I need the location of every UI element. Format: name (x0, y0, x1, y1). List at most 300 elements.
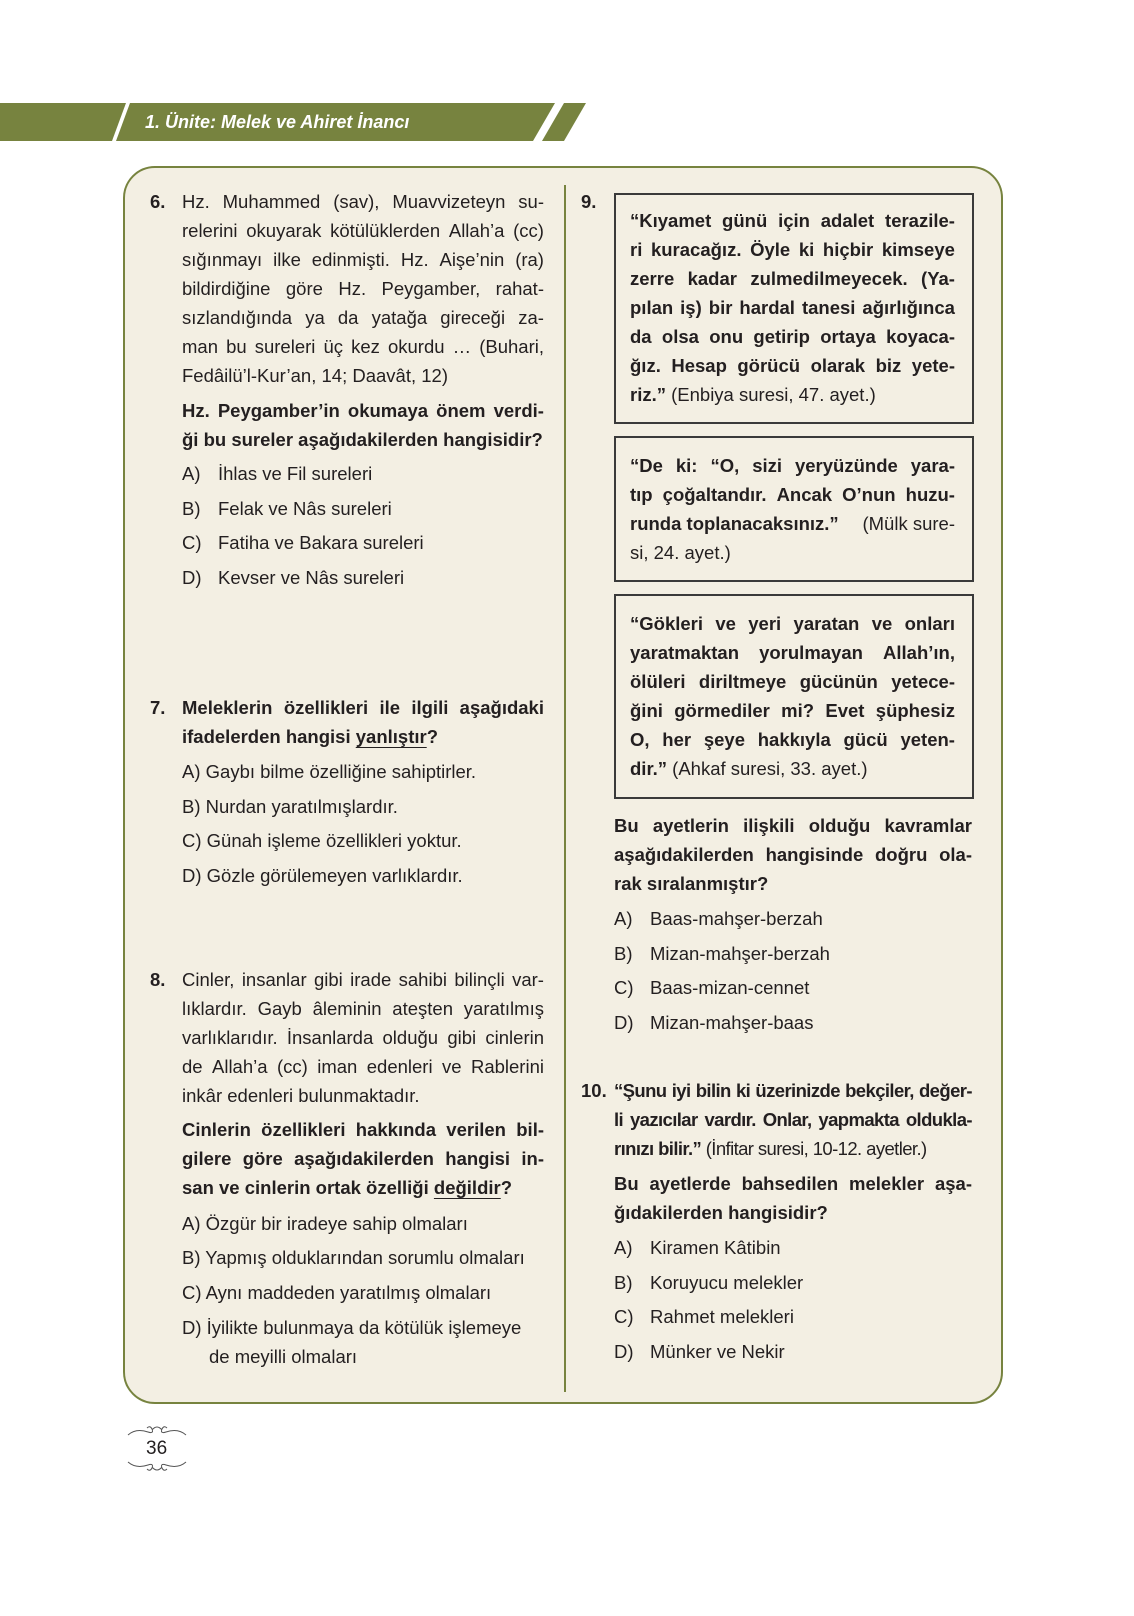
question-10-text (614, 1076, 972, 1163)
text-word: ve (442, 1056, 462, 1077)
text-word: görmediler (674, 700, 770, 721)
option-letter: A) (182, 463, 201, 484)
text-line (182, 1081, 544, 1110)
text-line (630, 538, 955, 567)
text-segment: (Mülk sure- (857, 513, 955, 534)
verse-1-text (630, 206, 955, 409)
text-word: kuracağız. (650, 239, 742, 260)
text-word: Gayb (257, 998, 302, 1019)
text-word: Bu (614, 1173, 639, 1194)
option-a[interactable]: A) Gaybı bilme özelliğine sahiptirler. (182, 761, 477, 782)
text-word: relerini (182, 220, 238, 241)
text-segment: rak sıralanmıştır? (614, 873, 769, 894)
option-d[interactable] (614, 1008, 813, 1037)
text-word: gücü (843, 729, 888, 750)
text-word: bil- (516, 1119, 544, 1140)
text-word: zulmedilmeyecek. (750, 268, 908, 289)
option-letter: D) (614, 1341, 634, 1362)
text-word: sahibi (398, 969, 447, 990)
option-letter: A) (614, 908, 633, 929)
text-line (182, 693, 544, 722)
text-word: yazıcılar (629, 1109, 698, 1130)
text-word: yorulmayan (759, 642, 863, 663)
text-word: vardır. (704, 1109, 756, 1130)
text-line (630, 380, 955, 409)
text-word: bilinçli (454, 969, 505, 990)
option-text-continuation: de meyilli olmaları (209, 1346, 358, 1367)
text-word: Muhammed (222, 191, 321, 212)
option-letter: C) (182, 532, 202, 553)
text-word: koyaca- (886, 326, 955, 347)
text-word: hangisi (445, 1148, 511, 1169)
text-word: sizi (752, 455, 783, 476)
text-word: lıklardır. (182, 998, 247, 1019)
text-word: … (452, 336, 472, 357)
text-word: terazile- (885, 210, 955, 231)
text-segment: (İnfitar suresi, 10-12. ayetler.) (701, 1138, 927, 1159)
option-c[interactable]: C) Günah işleme özellikleri yoktur. (182, 830, 462, 851)
text-line (630, 206, 955, 235)
option-c[interactable] (614, 1302, 794, 1331)
text-word: li (614, 1109, 624, 1130)
text-word: şeye (703, 729, 745, 750)
text-word: sızlandığında (182, 307, 293, 328)
text-word: huzu- (905, 484, 955, 505)
text-word: var- (512, 969, 544, 990)
option-b[interactable] (182, 494, 392, 523)
text-line (614, 1105, 972, 1134)
question-6-text (182, 187, 544, 390)
text-word: yatağa (371, 307, 428, 328)
text-word: ya (305, 307, 325, 328)
text-word: verilen (446, 1119, 506, 1140)
text-word: za- (518, 307, 544, 328)
text-word: sığınmayı (182, 249, 263, 270)
text-line (182, 303, 544, 332)
text-word: ayetlerde (649, 1173, 731, 1194)
text-word: bir (708, 297, 733, 318)
option-text: Mizan-mahşer-baas (650, 1012, 814, 1033)
text-word: “De (630, 455, 663, 476)
text-segment: ğıdakilerden hangisidir? (614, 1202, 828, 1223)
text-line (614, 1169, 972, 1198)
text-word: ayetlerin (652, 815, 729, 836)
question-8-text (182, 965, 544, 1110)
option-text: D) İyilikte bulunmaya da kötülük işlemeye (182, 1317, 522, 1338)
text-word: ki: (675, 455, 698, 476)
text-segment: ? (426, 726, 439, 747)
text-line (614, 811, 972, 840)
text-line (182, 425, 544, 454)
option-b[interactable] (614, 939, 830, 968)
option-a[interactable]: A) Özgür bir iradeye sahip olmaları (182, 1213, 468, 1234)
text-line (182, 361, 544, 390)
text-word: oldukla- (905, 1109, 972, 1130)
text-word: bahsedilen (741, 1173, 839, 1194)
text-word: ortaya (820, 326, 876, 347)
question-number: 10. (581, 1080, 607, 1101)
option-letter: B) (614, 943, 633, 964)
option-letter: B) (614, 1272, 633, 1293)
text-word: hiçbir (822, 239, 874, 260)
text-word: Hz. (182, 191, 210, 212)
text-word: gireceği (440, 307, 506, 328)
text-line (182, 245, 544, 274)
text-word: bekçiler, (845, 1080, 914, 1101)
text-word: ki (735, 1080, 751, 1101)
text-line (630, 725, 955, 754)
text-word: Cinlerin (182, 1119, 251, 1140)
question-7-prompt (182, 693, 544, 751)
text-word: olduğu (382, 1027, 439, 1048)
text-line (630, 696, 955, 725)
text-line (182, 187, 544, 216)
verse-3-text (630, 609, 955, 783)
text-word: ve (871, 613, 893, 634)
text-word: rahat- (495, 278, 544, 299)
text-segment: san ve cinlerin ortak özelliği (182, 1177, 434, 1198)
text-word: irade (350, 969, 392, 990)
option-text: Kiramen Kâtibin (650, 1237, 781, 1258)
text-word: Peygamber’in (217, 400, 340, 421)
text-word: man (182, 336, 218, 357)
text-line (630, 293, 955, 322)
text-word: da (630, 326, 652, 347)
text-word: onları (904, 613, 955, 634)
ornament-top-icon (126, 1424, 188, 1438)
text-word: “Gökleri (630, 613, 703, 634)
text-word: İnsanlarda (286, 1027, 374, 1048)
text-word: Onlar, (762, 1109, 812, 1130)
text-line (182, 274, 544, 303)
text-word: âleminin (312, 998, 382, 1019)
text-word: kez (351, 336, 380, 357)
text-word: gücünün (799, 671, 878, 692)
text-segment: ği bu sureler aşağıdakilerden hangisidir? (182, 429, 543, 450)
text-line (614, 1076, 972, 1105)
text-word: da (337, 307, 359, 328)
text-word: olarak (810, 355, 866, 376)
column-divider (564, 185, 566, 1392)
text-word: gibi (447, 1027, 477, 1048)
text-word: (ra) (515, 249, 544, 270)
text-word: “Kıyamet (630, 210, 712, 231)
text-word: okurdu (387, 336, 445, 357)
text-word: edinmişti. (311, 249, 390, 270)
question-number: 9. (581, 191, 597, 212)
text-segment: Fedâilü’l-Kur’an, 14; Daavât, 12) (182, 365, 448, 386)
text-word: bilin (695, 1080, 731, 1101)
option-d[interactable]: D) Gözle görülemeyen varlıklardır. (182, 865, 463, 886)
option-letter: C) (614, 1306, 634, 1327)
text-word: O’nun (842, 484, 896, 505)
text-word: bu (226, 336, 247, 357)
text-line (614, 1134, 972, 1163)
text-word: yara- (910, 455, 955, 476)
text-word: okuyarak (246, 220, 322, 241)
text-word: O, (630, 729, 650, 750)
text-word: sureleri (254, 336, 316, 357)
option-text: İhlas ve Fil sureleri (218, 463, 373, 484)
text-line (630, 509, 955, 538)
text-word: iman (317, 1056, 358, 1077)
text-word: her (662, 729, 692, 750)
option-c[interactable] (614, 973, 809, 1002)
text-word: pılan (630, 297, 674, 318)
option-d[interactable] (614, 1337, 785, 1366)
text-word: yete- (911, 355, 955, 376)
text-word: gilere (182, 1148, 232, 1169)
question-10-prompt (614, 1169, 972, 1227)
option-c[interactable] (182, 528, 424, 557)
text-word: yaratılmış (463, 998, 544, 1019)
option-b[interactable]: B) Nurdan yaratılmışlardır. (182, 796, 398, 817)
text-word: Allah’a (448, 220, 505, 241)
text-word: hakkında (355, 1119, 436, 1140)
text-word: ilişkili (743, 815, 795, 836)
text-word: aşa- (934, 1173, 972, 1194)
text-line (630, 451, 955, 480)
text-word: adalet (820, 210, 875, 231)
option-text: Mizan-mahşer-berzah (650, 943, 830, 964)
text-word: (cc) (276, 1056, 308, 1077)
text-line (630, 609, 955, 638)
text-word: yetece- (891, 671, 955, 692)
text-word: Ancak (776, 484, 833, 505)
question-number: 7. (150, 697, 166, 718)
option-text: Rahmet melekleri (650, 1306, 794, 1327)
text-word: hangisinde (765, 844, 864, 865)
text-word: su- (518, 191, 544, 212)
question-number: 6. (150, 191, 166, 212)
text-word: verdi- (493, 400, 544, 421)
text-word: in- (521, 1148, 544, 1169)
text-word: değer- (918, 1080, 972, 1101)
text-word: kavramlar (884, 815, 972, 836)
text-word: görücü (737, 355, 801, 376)
text-word: göre (242, 1148, 283, 1169)
option-a[interactable] (182, 459, 372, 488)
text-word: olduğu (808, 815, 871, 836)
option-letter: A) (614, 1237, 633, 1258)
text-word: edenleri (366, 1056, 433, 1077)
text-word: iyi (671, 1080, 691, 1101)
text-line (182, 1052, 544, 1081)
question-6-prompt (182, 396, 544, 454)
text-word: yaratmaktan (630, 642, 740, 663)
option-text: Koruyucu melekler (650, 1272, 804, 1293)
text-word: yeten- (900, 729, 955, 750)
text-segment: ? (500, 1177, 513, 1198)
text-segment: riz.” (630, 384, 666, 405)
text-line (630, 235, 955, 264)
text-word: ağırlığınca (862, 297, 955, 318)
text-word: onu (709, 326, 744, 347)
text-word: Meleklerin (182, 697, 273, 718)
text-line (182, 216, 544, 245)
text-word: Peygamber, (381, 278, 481, 299)
text-word: ğız. (630, 355, 661, 376)
option-b[interactable] (614, 1268, 803, 1297)
question-number: 8. (150, 969, 166, 990)
text-word: cinlerin (485, 1027, 544, 1048)
text-word: Öyle (750, 239, 791, 260)
text-word: kimseye (881, 239, 955, 260)
text-word: ilgili (411, 697, 449, 718)
text-word: Rablerini (470, 1056, 544, 1077)
text-word: ateşten (392, 998, 453, 1019)
text-line (630, 754, 955, 783)
text-word: göre (285, 278, 323, 299)
text-segment: (Enbiya suresi, 47. ayet.) (665, 384, 876, 405)
text-line (630, 638, 955, 667)
text-word: Evet (825, 700, 865, 721)
text-word: ile (379, 697, 401, 718)
verse-2-text (630, 451, 955, 567)
underlined-keyword: değildir (433, 1177, 501, 1198)
text-word: ve (715, 613, 736, 634)
text-word: insanlar (241, 969, 307, 990)
text-word: Hz. (338, 278, 367, 299)
text-word: Allah’a (212, 1056, 268, 1077)
underlined-keyword: yanlıştır (355, 726, 427, 747)
text-word: yaratan (793, 613, 860, 634)
text-word: aşağıdaki (459, 697, 544, 718)
text-word: özellikleri (283, 697, 369, 718)
text-word: aşağıdakilerden (614, 844, 754, 865)
text-word: ri (630, 239, 643, 260)
text-segment: si, 24. ayet.) (630, 542, 731, 563)
question-9-prompt (614, 811, 972, 898)
text-word: önem (436, 400, 486, 421)
text-line (182, 965, 544, 994)
text-segment: inkâr edenleri bulunmaktadır. (182, 1085, 420, 1106)
text-word: (Ya- (921, 268, 955, 289)
text-line (182, 332, 544, 361)
text-word: biz (875, 355, 902, 376)
text-word: kadar (687, 268, 737, 289)
text-word: okumaya (347, 400, 429, 421)
text-word: yeryüzünde (794, 455, 898, 476)
text-word: ölüleri (630, 671, 686, 692)
text-line (182, 1023, 544, 1052)
unit-title: 1. Ünite: Melek ve Ahiret İnancı (145, 112, 410, 132)
text-word: aşağıdakilerden (294, 1148, 434, 1169)
text-word: bildirdiğine (182, 278, 271, 299)
text-word: (sav), (333, 191, 380, 212)
option-text: Fatiha ve Bakara sureleri (218, 532, 424, 553)
option-text: Münker ve Nekir (650, 1341, 785, 1362)
question-8-prompt (182, 1115, 544, 1202)
text-line (182, 1173, 544, 1202)
text-segment: dir.” (630, 758, 668, 779)
text-line (182, 396, 544, 425)
text-word: “O, (710, 455, 740, 476)
text-word: melekler (849, 1173, 925, 1194)
text-line (630, 480, 955, 509)
text-line (614, 840, 972, 869)
text-line (182, 1115, 544, 1144)
text-word: (cc) (513, 220, 544, 241)
text-segment: runda toplanacaksınız.” (630, 513, 839, 534)
text-word: Allah’ın, (883, 642, 955, 663)
text-word: Bu (614, 815, 639, 836)
text-word: doğru (874, 844, 928, 865)
text-word: de (182, 1056, 203, 1077)
text-segment: ifadelerden hangisi (182, 726, 356, 747)
text-word: tıp (630, 484, 653, 505)
text-word: (Buhari, (479, 336, 544, 357)
option-a[interactable] (614, 904, 823, 933)
text-word: Hz. (400, 249, 429, 270)
text-word: çoğaltandır. (662, 484, 767, 505)
option-letter: D) (182, 567, 202, 588)
option-b[interactable]: B) Yapmış olduklarından sorumlu olmaları (182, 1247, 525, 1268)
text-word: Muavvizeteyn (392, 191, 506, 212)
text-word: hakkıyla (757, 729, 831, 750)
text-word: hardal (739, 297, 795, 318)
option-text: Baas-mahşer-berzah (650, 908, 823, 929)
option-text: Felak ve Nâs sureleri (218, 498, 392, 519)
text-word: diriltmeye (698, 671, 787, 692)
text-word: Hz. (182, 400, 210, 421)
text-line (182, 722, 544, 751)
text-line (630, 667, 955, 696)
option-letter: C) (614, 977, 634, 998)
ornament-bottom-icon (126, 1459, 188, 1473)
text-word: mi? (781, 700, 815, 721)
text-word: şüphesiz (875, 700, 955, 721)
text-word: zerre (630, 268, 675, 289)
text-word: için (778, 210, 810, 231)
option-c[interactable]: C) Aynı maddeden yaratılmış olmaları (182, 1282, 492, 1303)
text-segment: (Ahkaf suresi, 33. ayet.) (667, 758, 868, 779)
text-line (182, 994, 544, 1023)
option-letter: D) (614, 1012, 634, 1033)
text-line (614, 869, 972, 898)
option-letter: B) (182, 498, 201, 519)
text-line (630, 351, 955, 380)
text-word: tanesi (801, 297, 856, 318)
option-d[interactable] (182, 1313, 521, 1371)
text-word: üzerinizde (755, 1080, 840, 1101)
text-line (630, 264, 955, 293)
page-number: 36 (146, 1438, 168, 1459)
text-word: ilke (273, 249, 301, 270)
text-line (182, 1144, 544, 1173)
text-word: günü (722, 210, 768, 231)
option-d[interactable] (182, 563, 404, 592)
text-word: Aişe’nin (439, 249, 505, 270)
text-word: kötülüklerden (330, 220, 441, 241)
text-word: varlıklarıdır. (182, 1027, 278, 1048)
text-word: olsa (661, 326, 699, 347)
text-word: Cinler, (182, 969, 235, 990)
text-word: yapmakta (818, 1109, 899, 1130)
text-word: özellikleri (261, 1119, 346, 1140)
text-word: getirip (753, 326, 810, 347)
option-a[interactable] (614, 1233, 781, 1262)
text-word: iş) (680, 297, 702, 318)
text-word: ğini (630, 700, 663, 721)
text-segment: rınızı bilir.” (614, 1138, 702, 1159)
text-line (630, 322, 955, 351)
text-word: ki (798, 239, 815, 260)
text-word: ola- (939, 844, 972, 865)
text-word: “Şunu (614, 1080, 667, 1101)
option-text: Kevser ve Nâs sureleri (218, 567, 405, 588)
text-word: üç (323, 336, 344, 357)
